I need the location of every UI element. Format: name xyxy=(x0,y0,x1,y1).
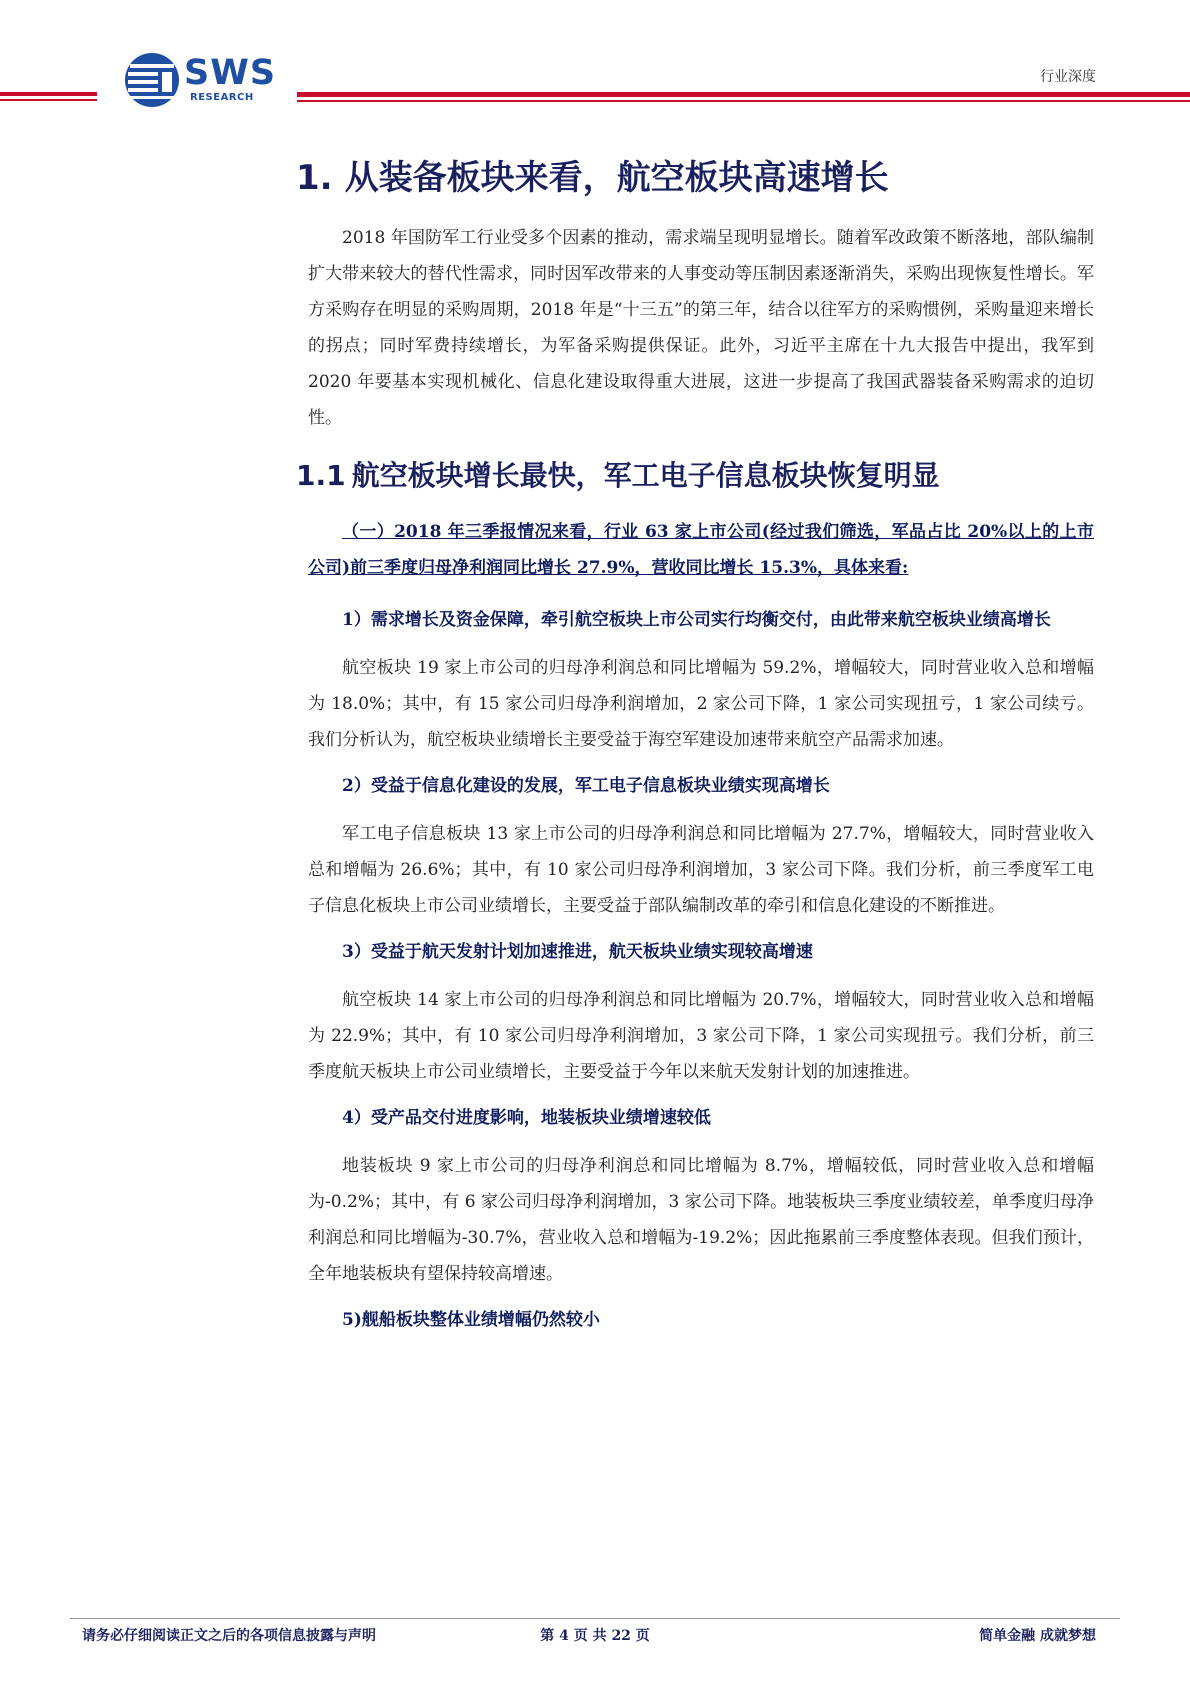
subsection-title xyxy=(296,454,1094,498)
header-rule xyxy=(0,99,97,101)
footer-disclaimer: 请务必仔细阅读正文之后的各项信息披露与声明 xyxy=(82,1628,376,1644)
item-paragraph: 军工电子信息板块 13 家上市公司的归母净利润总和同比增幅为 27.7%，增幅较大，同时营业收入总和增幅为 26.6%；其中，有 10 家公司归母净利润增加，3 家公司下降。我们分析，前三季度军工电子信息化板块上市公司业绩增长，主要受益于部队编制改革的牵引和信息化建设的不断推进。 xyxy=(308,824,1094,916)
item-paragraph: 地装板块 9 家上市公司的归母净利润总和同比增幅为 8.7%，增幅较低，同时营业收入总和增幅为-0.2%；其中，有 6 家公司归母净利润增加，3 家公司下降。地装板块三季度业绩较差，单季度归母净利润总和同比增幅为-30.7%，营业收入总和增幅为-19.2%；因此拖累前三季度整体表现。但我们预计，全年地装板块有望保持较高增速。 xyxy=(308,1156,1094,1284)
section-number: 1. xyxy=(296,158,333,198)
header-rule xyxy=(297,92,1190,97)
item-heading: 2）受益于信息化建设的发展，军工电子信息板块业绩实现高增长 xyxy=(342,776,830,796)
item-paragraph: 航空板块 19 家上市公司的归母净利润总和同比增幅为 59.2%，增幅较大，同时营业收入总和增幅为 18.0%；其中，有 15 家公司归母净利润增加，2 家公司下降，1 家公司实现扭亏，1 家公司续亏。我们分析认为，航空板块业绩增长主要受益于海空军建设加速带来航空产品需求加速。 xyxy=(308,658,1094,750)
section-title xyxy=(296,152,1094,204)
page-number: 第 4 页 共 22 页 xyxy=(540,1628,650,1644)
item-heading: 5)舰船板块整体业绩增幅仍然较小 xyxy=(342,1310,600,1330)
item-heading: 1）需求增长及资金保障，牵引航空板块上市公司实行均衡交付，由此带来航空板块业绩高增长 xyxy=(342,610,1051,630)
report-body xyxy=(296,152,1094,1350)
subsection-number: 1.1 xyxy=(296,459,346,492)
item-paragraph: 航空板块 14 家上市公司的归母净利润总和同比增幅为 20.7%，增幅较大，同时营业收入总和增幅为 22.9%；其中，有 10 家公司归母净利润增加，3 家公司下降，1 家公司实现扭亏。我们分析，前三季度航天板块上市公司业绩增长，主要受益于今年以来航天发射计划的加速推进。 xyxy=(308,990,1094,1082)
logo-subtext: RESEARCH xyxy=(190,92,254,103)
footer-slogan: 简单金融 成就梦想 xyxy=(979,1628,1096,1644)
intro-paragraph: 2018 年国防军工行业受多个因素的推动，需求端呈现明显增长。随着军改政策不断落地，部队编制扩大带来较大的替代性需求，同时因军改带来的人事变动等压制因素逐渐消失，采购出现恢复性增长。军方采购存在明显的采购周期，2018 年是“十三五”的第三年，结合以往军方的采购惯例，采购量迎来增长的拐点；同时军费持续增长，为军备采购提供保证。此外，习近平主席在十九大报告中提出，我军到 2020 年要基本实现机械化、信息化建设取得重大进展，这进一步提高了我国武器装备采购需求的迫切性。 xyxy=(308,228,1094,428)
footer-rule xyxy=(70,1618,1120,1619)
sws-logo-icon xyxy=(124,52,180,108)
sws-logo xyxy=(124,52,284,108)
section-title-text: 从装备板块来看，航空板块高速增长 xyxy=(344,158,889,198)
item-heading: 4）受产品交付进度影响，地装板块业绩增速较低 xyxy=(342,1108,711,1128)
report-type: 行业深度 xyxy=(1040,69,1096,85)
header-rule xyxy=(0,92,97,96)
header-rule xyxy=(297,100,1190,102)
item-heading: 3）受益于航天发射计划加速推进，航天板块业绩实现较高增速 xyxy=(342,942,813,962)
subsection-title-text: 航空板块增长最快，军工电子信息板块恢复明显 xyxy=(351,459,940,492)
lead-summary: （一）2018 年三季报情况来看，行业 63 家上市公司(经过我们筛选，军品占比 20%以上的上市公司)前三季度归母净利润同比增长 27.9%，营收同比增长 15.3%，具体来看: xyxy=(308,522,1094,578)
logo-text: SWS xyxy=(184,53,277,93)
